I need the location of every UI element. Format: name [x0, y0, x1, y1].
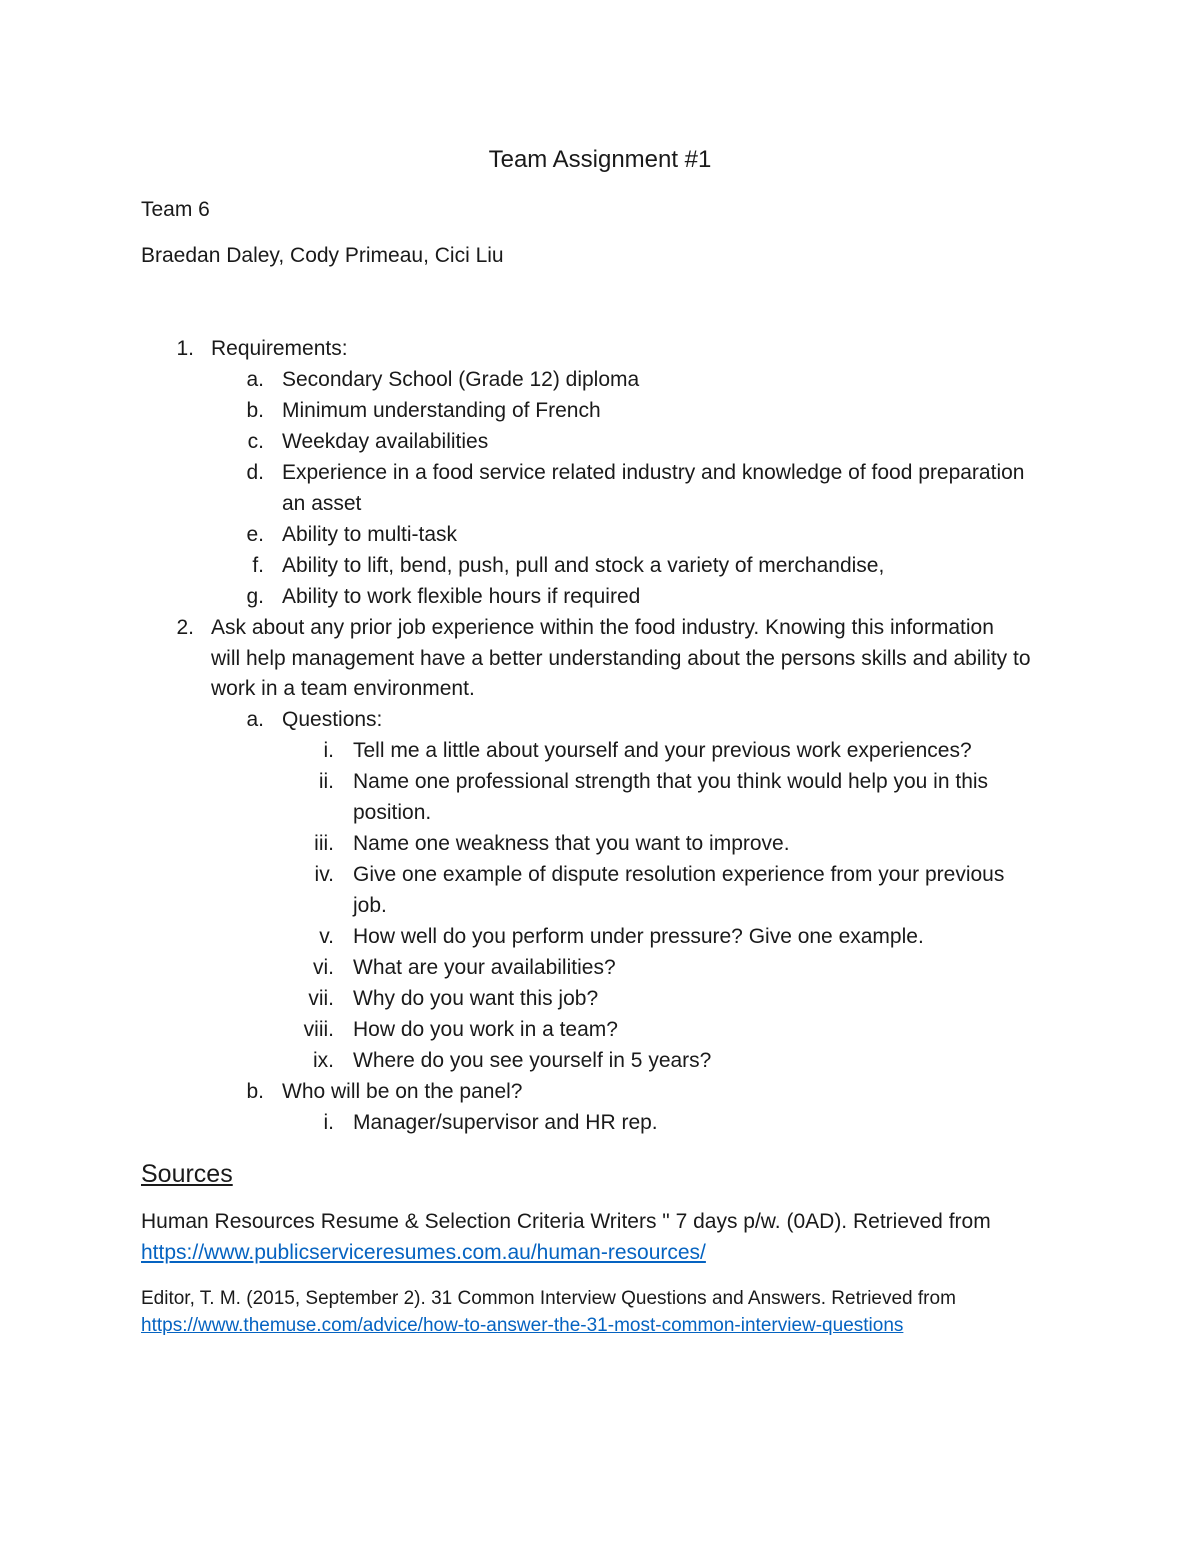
question-marker: iii.: [314, 832, 334, 855]
question-item: Name one professional strength that you think would help you in this: [353, 770, 989, 793]
requirement-item: Weekday availabilities: [282, 430, 489, 453]
requirement-marker: b.: [246, 399, 264, 422]
reference-1-text: Human Resources Resume & Selection Criteria Writers " 7 days p/w. (0AD). Retrieved from: [141, 1210, 991, 1233]
questions-marker: a.: [246, 708, 264, 731]
requirement-marker: f.: [252, 554, 264, 577]
question-item: How well do you perform under pressure? Give one example.: [353, 925, 924, 948]
question-item: What are your availabilities?: [353, 956, 616, 979]
reference-2-text: Editor, T. M. (2015, September 2). 31 Common Interview Questions and Answers. Retrieved from: [141, 1288, 956, 1309]
question-marker: iv.: [314, 863, 334, 886]
question-item: Tell me a little about yourself and your previous work experiences?: [353, 739, 972, 762]
requirement-marker: d.: [246, 461, 264, 484]
requirement-item: Minimum understanding of French: [282, 399, 601, 422]
question-item-continued: job.: [353, 894, 387, 917]
reference-1-link[interactable]: https://www.publicserviceresumes.com.au/human-resources/: [141, 1241, 706, 1264]
section-2-text: will help management have a better understanding about the persons skills and ability to: [211, 647, 1031, 670]
document-title: Team Assignment #1: [488, 146, 712, 173]
requirement-marker: a.: [246, 368, 264, 391]
requirement-marker: g.: [246, 585, 264, 608]
question-item: Name one weakness that you want to improve.: [353, 832, 790, 855]
requirement-item-continued: an asset: [282, 492, 362, 515]
requirement-item: Ability to lift, bend, push, pull and stock a variety of merchandise,: [282, 554, 885, 577]
question-marker: v.: [319, 925, 334, 948]
requirement-item: Experience in a food service related industry and knowledge of food preparation: [282, 461, 1025, 484]
question-marker: ix.: [313, 1049, 334, 1072]
requirement-item: Ability to work flexible hours if required: [282, 585, 641, 608]
questions-heading: Questions:: [282, 708, 383, 731]
requirement-marker: c.: [247, 430, 264, 453]
reference-1-link-row: [141, 1238, 706, 1268]
section-1-heading: Requirements:: [211, 337, 348, 360]
reference-2-link-row: [141, 1312, 903, 1340]
sources-heading: Sources: [141, 1160, 233, 1188]
question-marker: ii.: [318, 770, 334, 793]
panel-item: Manager/supervisor and HR rep.: [353, 1111, 658, 1134]
section-2-text: Ask about any prior job experience within the food industry. Knowing this information: [211, 616, 994, 639]
section-2-number: 2.: [176, 616, 194, 639]
question-marker: i.: [323, 739, 334, 762]
team-name: Team 6: [141, 198, 210, 221]
question-marker: vi.: [313, 956, 334, 979]
question-item: How do you work in a team?: [353, 1018, 618, 1041]
question-item: Why do you want this job?: [353, 987, 599, 1010]
panel-item-marker: i.: [323, 1111, 334, 1134]
reference-2-link[interactable]: https://www.themuse.com/advice/how-to-answer-the-31-most-common-interview-questions: [141, 1315, 904, 1336]
requirement-item: Secondary School (Grade 12) diploma: [282, 368, 640, 391]
question-item-continued: position.: [353, 801, 432, 824]
panel-heading: Who will be on the panel?: [282, 1080, 523, 1103]
question-item: Give one example of dispute resolution experience from your previous: [353, 863, 1005, 886]
question-marker: viii.: [303, 1018, 334, 1041]
requirement-marker: e.: [246, 523, 264, 546]
panel-marker: b.: [246, 1080, 264, 1103]
team-members: Braedan Daley, Cody Primeau, Cici Liu: [141, 244, 504, 267]
section-1-number: 1.: [176, 337, 194, 360]
section-2-text: work in a team environment.: [211, 677, 475, 700]
question-item: Where do you see yourself in 5 years?: [353, 1049, 712, 1072]
question-marker: vii.: [308, 987, 334, 1010]
requirement-item: Ability to multi-task: [282, 523, 458, 546]
